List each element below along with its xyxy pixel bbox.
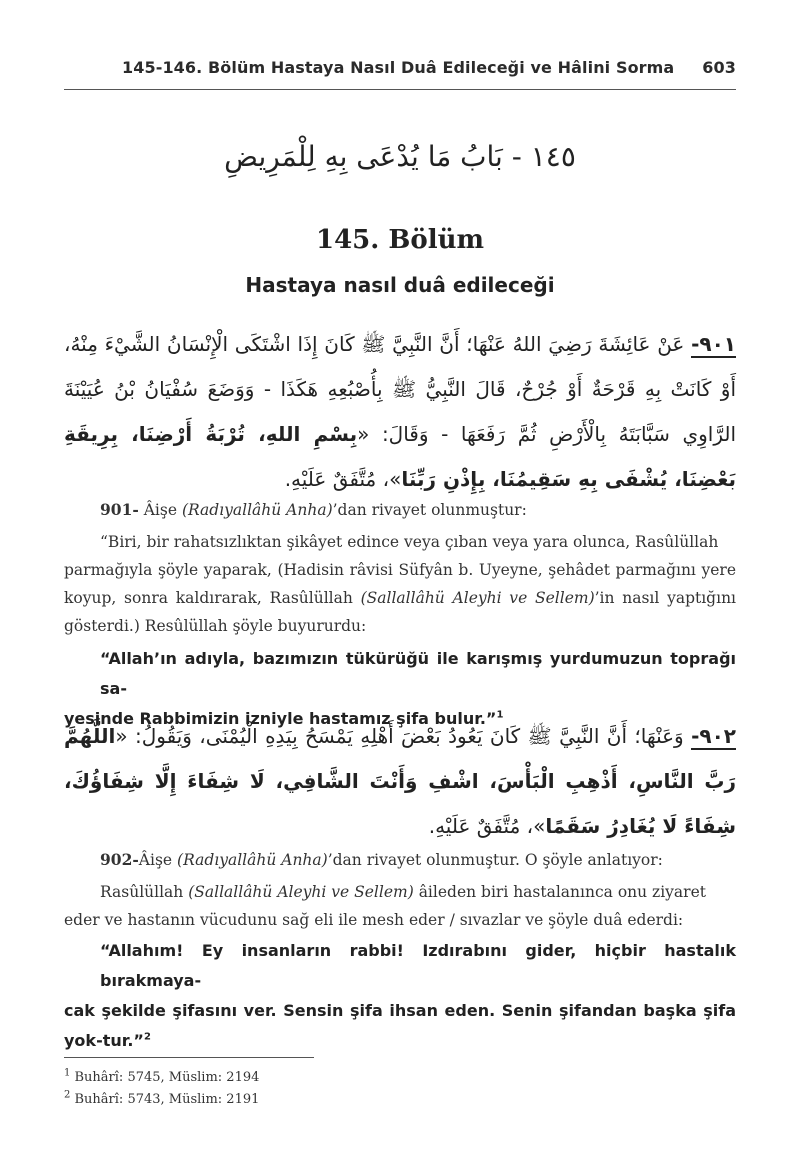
hadith-902-quote-rest	[64, 996, 736, 1056]
hadith-901-honorific: (Radıyallâhü Anha)	[181, 501, 333, 519]
hadith-901-narration-honorific: (Sallallâhü Aleyhi ve Sellem)	[360, 589, 595, 607]
hadith-901-arabic-number: ٩٠١-	[691, 332, 736, 356]
chapter-heading: 145. Bölüm	[316, 225, 484, 255]
footnote-divider	[64, 1057, 314, 1058]
running-head	[64, 58, 736, 77]
footnote-2-text: Buhârî: 5743, Müslim: 2191	[70, 1092, 260, 1107]
hadith-901-narration-first: “Biri, bir rahatsızlıktan şikâyet edince veya çıban veya yara olunca, Rasûlüllah	[100, 533, 719, 551]
footnote-2-mark: 2	[64, 1089, 71, 1101]
hadith-902-narrator: Âişe	[138, 851, 178, 869]
footnote-2	[64, 1089, 260, 1107]
hadith-901-narration	[64, 528, 737, 640]
hadith-901-ref: 901-	[100, 500, 139, 519]
hadith-902-narration-rest: eder ve hastanın vücudunu sağ eli ile mesh eder / sıvazlar ve şöyle duâ ederdi:	[64, 911, 684, 929]
hadith-902-narration-honorific: (Sallallâhü Aleyhi ve Sellem)	[188, 883, 414, 901]
hadith-902-intro-rest: ’dan rivayet olunmuştur. O şöyle anlatıyor:	[327, 851, 663, 869]
chapter-arabic-title: ١٤٥ - بَابُ مَا يُدْعَى بِهِ لِلْمَرِيضِ	[224, 140, 576, 173]
hadith-902-narration	[64, 878, 736, 934]
hadith-901-arabic-text: عَنْ عَائِشَةَ رَضِيَ اللهُ عَنْهَا؛ أَنَّ النَّبِيَّ ﷺ كَانَ إِذَا اشْتَكَى الْإِنْسَانُ الشَّيْءَ مِنْهُ، أَوْ كَانَتْ بِهِ قَرْحَةٌ أَوْ جُرْحٌ، قَالَ النَّبِيُّ ﷺ بِأُصْبُعِهِ هَكَذَا - وَوَضَعَ سُفْيَانُ بْنُ عُيَيْنَةَ الرَّاوِي سَبَّابَتَهُ بِالْأَرْضِ ثُمَّ رَفَعَهَا - وَقَالَ: «	[64, 332, 736, 446]
hadith-901-arabic	[64, 322, 736, 502]
footnote-1-mark: 1	[64, 1067, 71, 1079]
hadith-901-quote-text: yesinde Rabbimizin izniyle hastamız şifa bulur.”	[64, 709, 497, 728]
hadith-901-intro	[100, 496, 736, 524]
footnote-mark-2: 2	[143, 1031, 151, 1043]
hadith-902-narration-first	[100, 878, 736, 906]
hadith-901-narration-middle: parmağıyla şöyle yaparak, (Hadisin râvisi Süfyân b. Uyeyne, şehâdet parmağını yere koyup, sonra kaldırarak, Rasûlüllah	[64, 561, 736, 607]
hadith-902-arabic-number: ٩٠٢-	[691, 724, 736, 748]
hadith-901-narration-end: ’in nasıl yaptığını gösterdi.) Resûlüllah şöyle buyururdu:	[64, 589, 737, 635]
hadith-901-narrator: Âişe	[138, 501, 182, 519]
hadith-902-honorific: (Radıyallâhü Anha)	[177, 851, 328, 869]
hadith-902-arabic-text: وَعَنْهَا؛ أَنَّ النَّبِيَّ ﷺ كَانَ يَعُودُ بَعْضَ أَهْلِهِ يَمْسَحُ بِيَدِهِ الْيُمْنَى، وَيَقُولُ: «	[115, 724, 692, 748]
hadith-902-arabic-end: »، مُتَّفَقٌ عَلَيْهِ.	[428, 814, 546, 838]
hadith-901-narration-rest	[64, 556, 736, 640]
hadith-902-intro	[100, 846, 736, 874]
running-head-title: 145-146. Bölüm Hastaya Nasıl Duâ Edileceği ve Hâlini Sorma	[122, 58, 675, 77]
footnote-1	[64, 1067, 260, 1085]
page-number: 603	[702, 58, 736, 77]
hadith-902-narration-start: Rasûlüllah	[100, 883, 189, 901]
hadith-901-intro-rest: ’dan rivayet olunmuştur:	[332, 501, 527, 519]
hadith-902-quote-text: cak şekilde şifasını ver. Sensin şifa ihsan eden. Senin şifandan başka şifa yok-tur.”	[64, 1001, 736, 1050]
chapter-subtitle: Hastaya nasıl duâ edileceği	[245, 273, 555, 297]
hadith-902-quote-first: “Allahım! Ey insanların rabbi! Izdırabını gider, hiçbir hastalık bırakmaya-	[100, 941, 736, 990]
hadith-902-arabic-prayer: اللَّهُمَّ رَبَّ النَّاسِ، أَذْهِبِ الْبَأْسَ، اشْفِ وَأَنْتَ الشَّافِي، لَا شِفَاءَ إِلَّا شِفَاؤُكَ، شِفَاءً لَا يُغَادِرُ سَقَمًا	[64, 724, 736, 838]
header-divider	[64, 89, 736, 90]
footnote-mark-1: 1	[496, 709, 504, 721]
hadith-901-quote-first: “Allah’ın adıyla, bazımızın tükürüğü ile karışmış yurdumuzun toprağı sa-	[100, 649, 736, 698]
hadith-901-arabic-prayer: بِسْمِ اللهِ، تُرْبَةُ أَرْضِنَا، بِرِيقَةِ بَعْضِنَا، يُشْفَى بِهِ سَقِيمُنَا، بِإِذْنِ رَبِّنَا	[64, 422, 736, 491]
hadith-902-arabic	[64, 714, 736, 849]
hadith-902-narration-first-end: âileden biri hastalanınca onu ziyaret	[413, 883, 706, 901]
hadith-902-ref: 902-	[100, 850, 139, 869]
footnote-1-text: Buhârî: 5745, Müslim: 2194	[70, 1070, 260, 1085]
hadith-902-quote	[64, 936, 736, 1056]
hadith-901-arabic-end: »، مُتَّفَقٌ عَلَيْهِ.	[284, 467, 402, 491]
